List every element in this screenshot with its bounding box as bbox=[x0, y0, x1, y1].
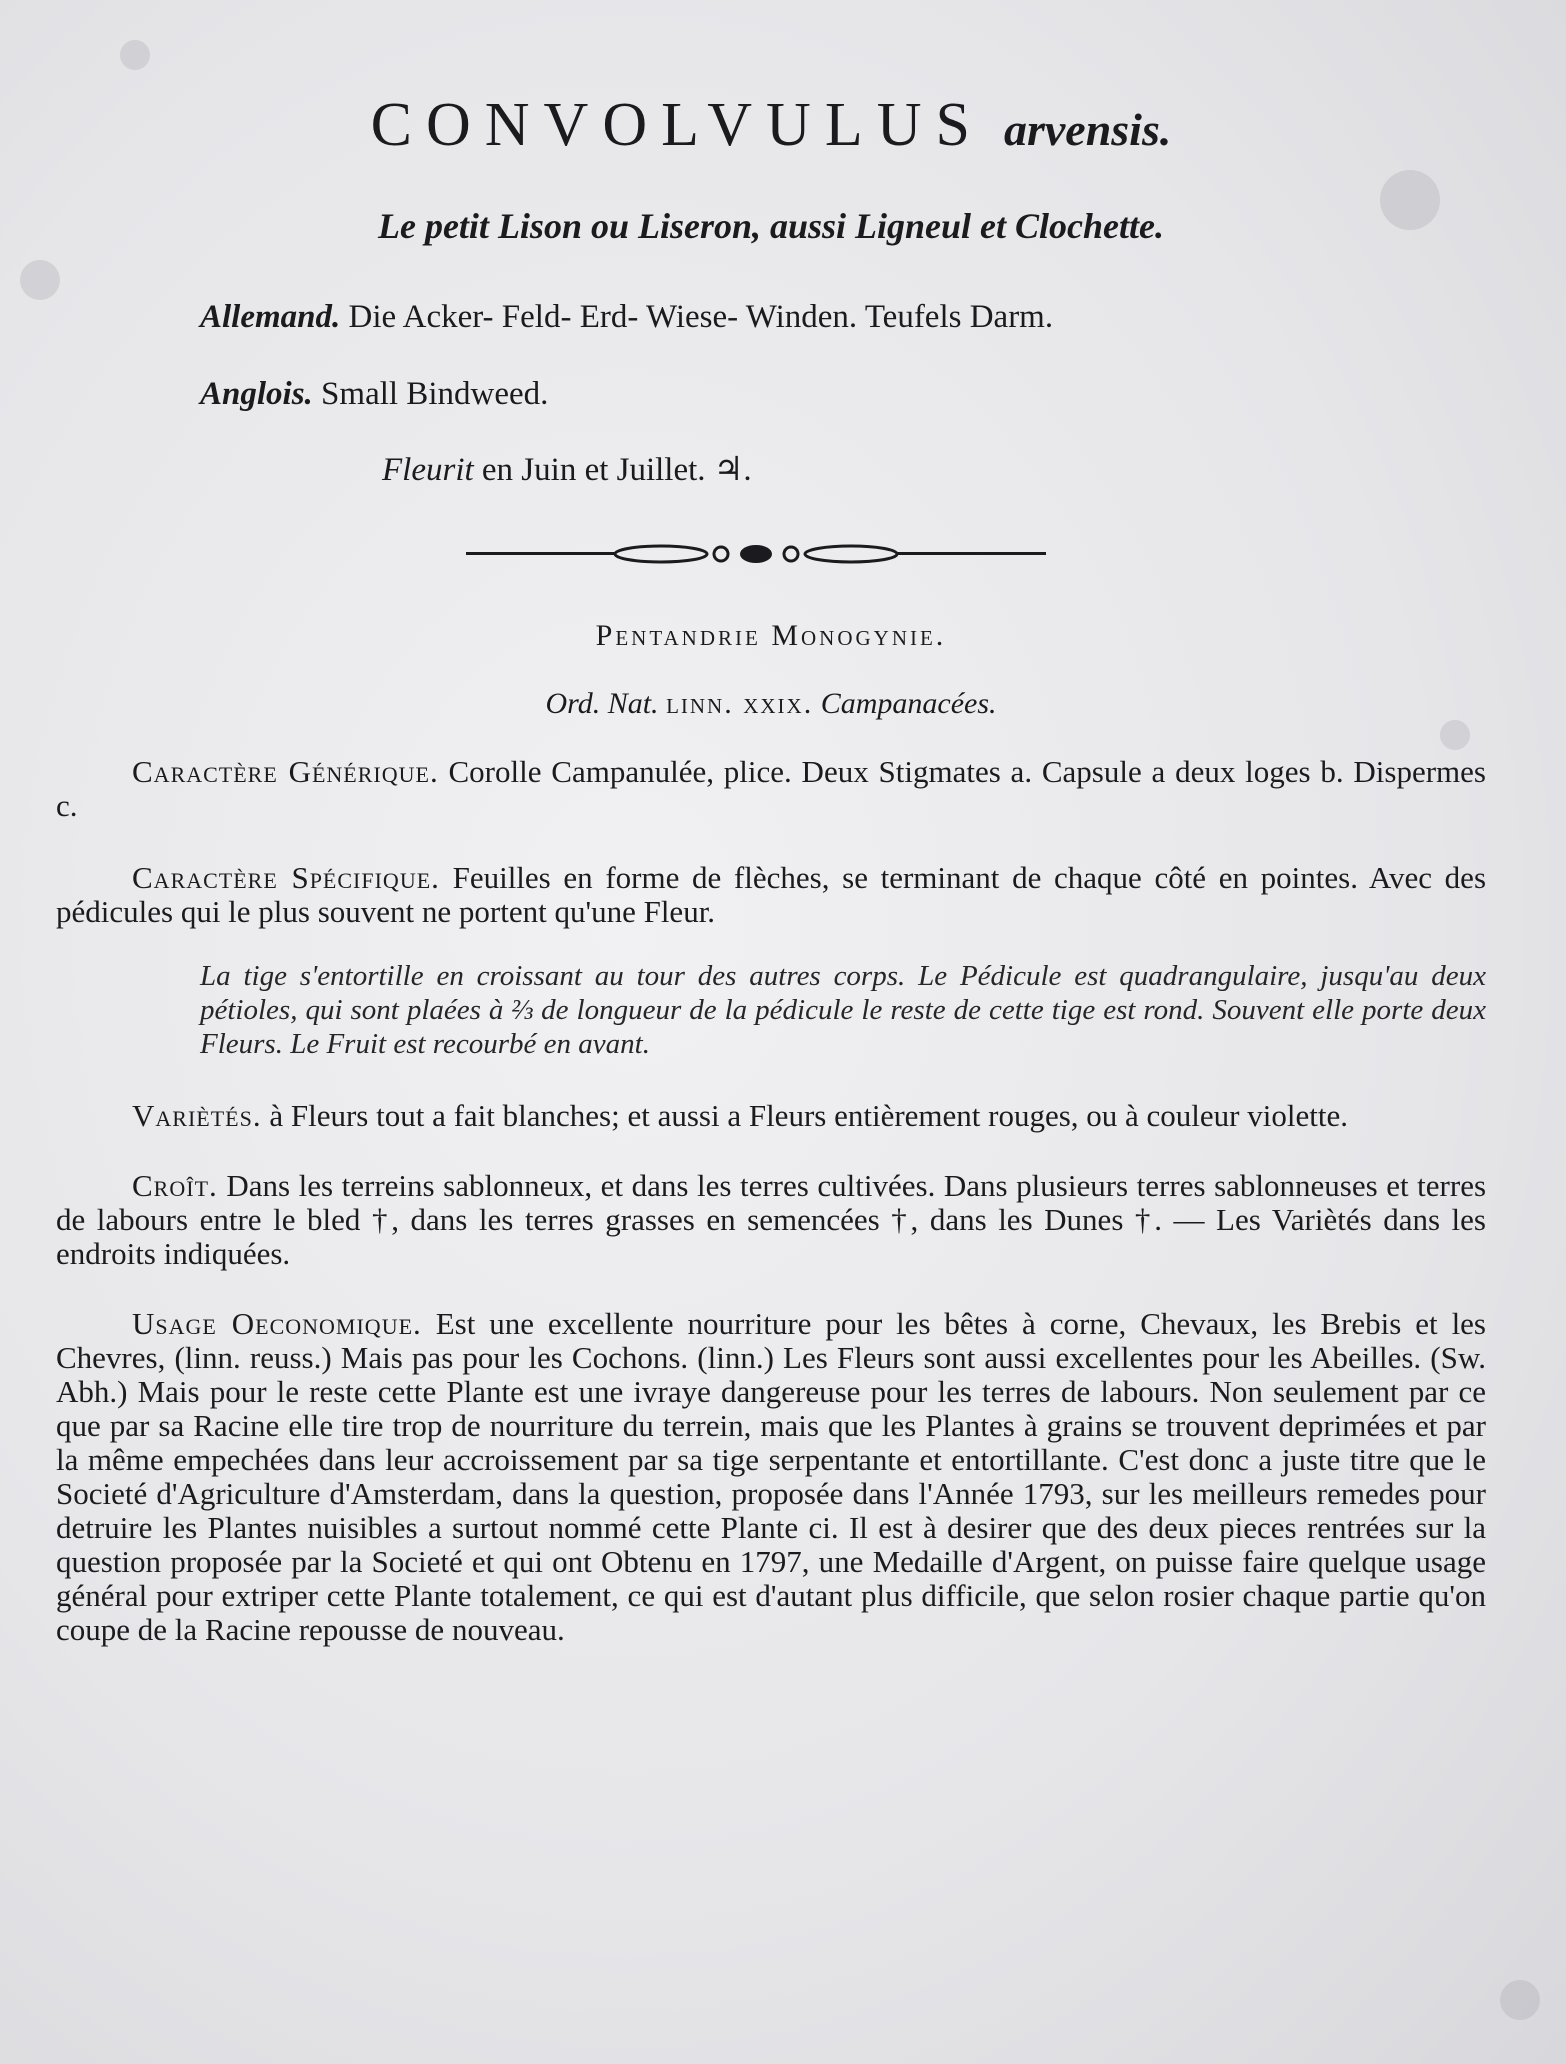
flowering-label: Fleurit bbox=[382, 452, 474, 488]
varieties-text: à Fleurs tout a fait blanches; et aussi a Fleurs entièrement rouges, ou à couleur violette. bbox=[269, 1098, 1348, 1133]
german-text: Die Acker- Feld- Erd- Wiese- Winden. Teufels Darm. bbox=[348, 299, 1054, 335]
habitat-text: Dans les terreins sablonneux, et dans les terres cultivées. Dans plusieurs terres sablonneuses et terres de labours entre le bled †, dans les terres grasses en semencées †, dans les Dunes †. — Les Variètés dans les endroits indiquées. bbox=[56, 1168, 1487, 1271]
economic-use-text: Est une excellente nourriture pour les bêtes à corne, Chevaux, les Brebis et les Chevres, (linn. reuss.) Mais pas pour les Cochons. (linn.) Les Fleurs sont aussi excellentes pour les Abeilles. (Sw. Abh.) Mais pour le reste cette Plante est une ivraye dangereuse pour les terres de labours. Non seulement par ce que par sa Racine elle tire trop de nourriture du terrein, mais que les Plantes à grains se trouvent deprimées et par la même empechées dans leur accroissement par sa tige serpentante et entortillante. C'est donc a juste titre que le Societé d'Agriculture d'Amsterdam, dans la question, proposée dans l'Année 1793, sur les meilleurs remedes pour detruire les Plantes nuisibles a surtout nommé cette Plante ci. Il est à desirer que des deux pieces rentrées sur la question proposée par la Societé et qui ont Obtenu en 1797, une Medaille d'Argent, on puisse faire quelque usage général pour extriper cette Plante totalement, ce qui est d'autant plus difficile, que selon rosier chaque partie qu'on coupe de la Racine repousse de nouveau. bbox=[56, 1306, 1486, 1647]
specific-character-text: Feuilles en forme de flèches, se terminant de chaque côté en pointes. Avec des pédicules qui le plus souvent ne portent qu'une Fleur. bbox=[56, 860, 1487, 929]
german-label: Allemand. bbox=[200, 299, 341, 335]
habitat-heading: Croît. bbox=[132, 1168, 218, 1203]
english-label: Anglois. bbox=[200, 376, 313, 412]
specific-character-heading: Caractère Spécifique. bbox=[132, 860, 440, 895]
english-names bbox=[200, 376, 1486, 413]
french-common-names: Le petit Lison ou Liseron, aussi Ligneul et Clochette. bbox=[377, 206, 1165, 246]
natural-order bbox=[56, 687, 1486, 721]
german-names bbox=[200, 299, 1486, 336]
generic-character-heading: Caractère Générique. bbox=[132, 754, 439, 789]
economic-use-paragraph bbox=[56, 1307, 1486, 1647]
order-family: Campanacées. bbox=[820, 687, 997, 720]
varieties-paragraph bbox=[56, 1099, 1486, 1133]
linnaean-class: Pentandrie Monogynie. bbox=[595, 619, 947, 652]
stem-description-note: La tige s'entortille en croissant au tour des autres corps. Le Pédicule est quadrangulaire, jusqu'au deux pétioles, qui sont plaées à ⅔ de longueur de la pédicule le reste de cette tige est rond. Souvent elle porte deux Fleurs. Le Fruit est recourbé en avant. bbox=[200, 960, 1486, 1060]
english-text: Small Bindweed. bbox=[321, 376, 549, 412]
generic-character-text: Corolle Campanulée, plice. Deux Stigmates a. Capsule a deux loges b. Dispermes c. bbox=[56, 754, 1486, 823]
varieties-heading: Variètés. bbox=[132, 1098, 262, 1133]
page-title bbox=[56, 90, 1486, 161]
order-linn: linn. xxix. bbox=[666, 687, 814, 720]
habitat-paragraph bbox=[56, 1169, 1486, 1271]
flowering-period bbox=[382, 449, 1486, 489]
genus-name: CONVOLVULUS bbox=[370, 91, 984, 159]
page-content bbox=[56, 90, 1486, 1647]
species-epithet: arvensis. bbox=[1003, 104, 1172, 155]
ornament-divider bbox=[466, 541, 1046, 567]
order-prefix: Ord. Nat. bbox=[545, 687, 659, 720]
flowering-text: en Juin et Juillet. ♃. bbox=[481, 452, 752, 488]
specific-character-paragraph bbox=[56, 861, 1486, 929]
economic-use-heading: Usage Oeconomique. bbox=[132, 1306, 422, 1341]
generic-character-paragraph bbox=[56, 755, 1486, 823]
